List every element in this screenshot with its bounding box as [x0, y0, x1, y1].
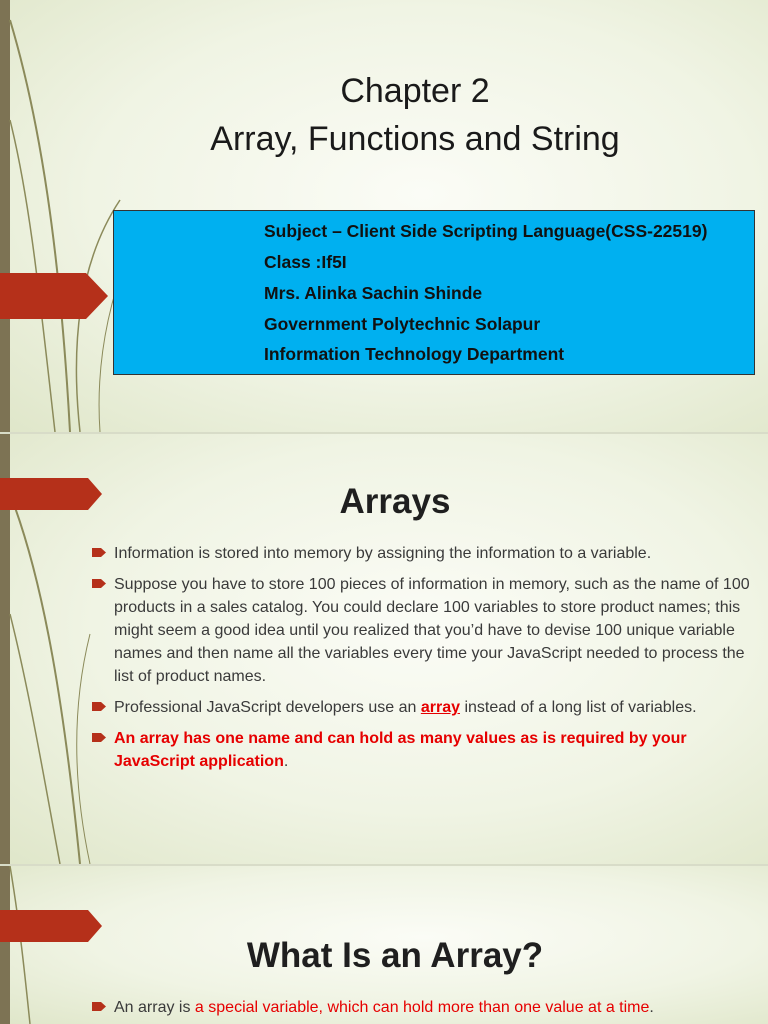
list-item [92, 573, 752, 688]
arrow-bullet-icon [92, 548, 106, 557]
bullet-text: An array is [114, 999, 195, 1016]
list-item [92, 542, 752, 565]
arrow-bullet-icon [92, 1002, 106, 1011]
teacher-line: Mrs. Alinka Sachin Shinde [264, 283, 483, 303]
info-box [113, 210, 755, 375]
what-is-array-bullet-list [92, 996, 752, 1024]
bullet-text: . [283, 753, 289, 770]
arrow-bullet-icon [92, 733, 106, 742]
arrow-bullet-icon [92, 579, 106, 588]
bullet-text: Suppose you have to store 100 pieces of information in memory, such as the name of 100 products in a sales catalog. You could declare 100 variables to store product names; this might seem a good idea until you realized that you’d have to devise 100 unique variable names and then name all the variables every time your JavaScript needed to process the list of product names. [114, 576, 750, 685]
bullet-text: Information is stored into memory by assigning the information to a variable. [114, 545, 652, 562]
chapter-subtitle: Array, Functions and String [210, 120, 620, 158]
slide-title [0, 0, 768, 432]
bullet-text: . [649, 999, 654, 1016]
leaf-decoration [0, 0, 130, 432]
department-line: Information Technology Department [264, 344, 565, 364]
bullet-text: Professional JavaScript developers use an [114, 699, 421, 716]
arrays-bullet-list [92, 542, 752, 781]
bullet-text-highlight: An array has one name and can hold as many values as is required by your JavaScript application [114, 730, 687, 770]
list-item [92, 727, 752, 773]
what-is-array-title: What Is an Array? [246, 936, 544, 975]
institute-line: Government Polytechnic Solapur [264, 314, 541, 334]
class-line: Class :If5I [264, 252, 347, 272]
slide-what-is-array [0, 866, 768, 1024]
list-item [92, 996, 752, 1019]
subject-line: Subject – Client Side Scripting Language(CSS-22519) [264, 221, 708, 241]
accent-arrow-shape [0, 273, 108, 319]
arrow-bullet-icon [92, 702, 106, 711]
list-item [92, 696, 752, 719]
slide-arrays [0, 434, 768, 864]
bullet-text: instead of a long list of variables. [460, 699, 697, 716]
bullet-text-highlight: a special variable, which can hold more than one value at a time [194, 999, 650, 1016]
chapter-title: Chapter 2 [340, 72, 490, 110]
arrays-title: Arrays [339, 482, 451, 521]
array-keyword-link[interactable]: array [420, 699, 460, 716]
